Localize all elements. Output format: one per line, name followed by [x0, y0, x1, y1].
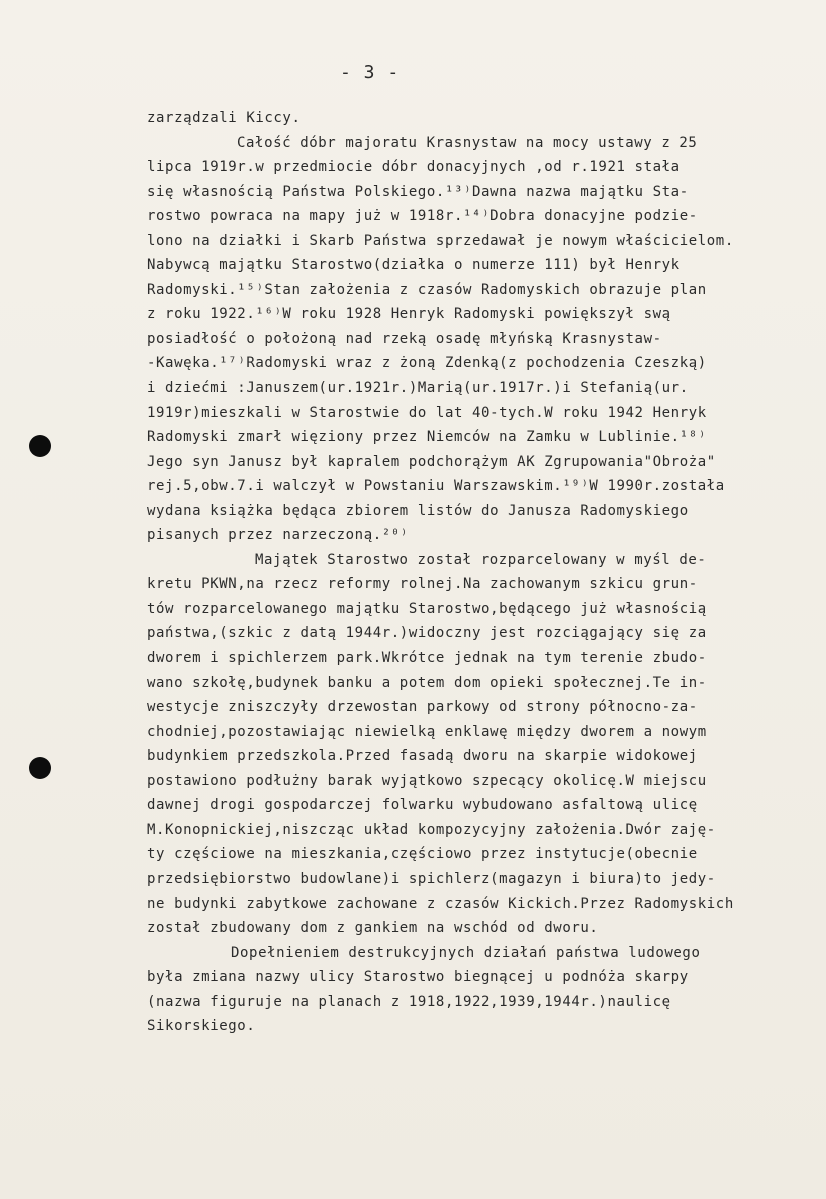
punch-hole	[29, 757, 51, 779]
text-line: i dziećmi :Januszem(ur.1921r.)Marią(ur.1917r.)i Stefanią(ur.	[147, 380, 689, 397]
text-line: Radomyski zmarł więziony przez Niemców na Zamku w Lublinie.¹⁸⁾	[147, 429, 707, 446]
text-line: wydana książka będąca zbiorem listów do Janusza Radomyskiego	[147, 502, 689, 519]
text-line: wano szkołę,budynek banku a potem dom opieki społecznej.Te in-	[147, 674, 707, 691]
text-line: lipca 1919r.w przedmiocie dóbr donacyjnych ,od r.1921 stała	[147, 159, 680, 176]
text-line: Jego syn Janusz był kapralem podchorążym AK Zgrupowania"Obroża"	[147, 453, 716, 470]
text-line: dawnej drogi gospodarczej folwarku wybudowano asfaltową ulicę	[147, 797, 698, 814]
text-line: była zmiana nazwy ulicy Starostwo biegnącej u podnóża skarpy	[147, 969, 689, 986]
text-line: rej.5,obw.7.i walczył w Powstaniu Warszawskim.¹⁹⁾W 1990r.została	[147, 478, 725, 495]
text-line: Sikorskiego.	[147, 1018, 256, 1035]
text-line: pisanych przez narzeczoną.²⁰⁾	[147, 527, 409, 544]
text-line: Majątek Starostwo został rozparcelowany w myśl de-	[255, 551, 707, 568]
text-line: posiadłość o położoną nad rzeką osadę młyńską Krasnystaw-	[147, 330, 662, 347]
text-line: ty częściowe na mieszkania,częściowo przez instytucje(obecnie	[147, 846, 698, 863]
text-line: rostwo powraca na mapy już w 1918r.¹⁴⁾Dobra donacyjne podzie-	[147, 208, 698, 225]
text-line: tów rozparcelowanego majątku Starostwo,będącego już własnością	[147, 600, 707, 617]
text-line: dworem i spichlerzem park.Wkrótce jednak na tym terenie zbudo-	[147, 650, 707, 667]
text-line: kretu PKWN,na rzecz reformy rolnej.Na zachowanym szkicu grun-	[147, 576, 698, 593]
text-line: M.Konopnickiej,niszcząc układ kompozycyjny założenia.Dwór zaję-	[147, 821, 716, 838]
text-line: Całość dóbr majoratu Krasnystaw na mocy ustawy z 25	[237, 134, 698, 151]
body-text	[147, 106, 826, 1039]
punch-hole	[29, 435, 51, 457]
text-line: budynkiem przedszkola.Przed fasadą dworu na skarpie widokowej	[147, 748, 698, 765]
text-line: Radomyski.¹⁵⁾Stan założenia z czasów Radomyskich obrazuje plan	[147, 281, 707, 298]
text-line: -Kawęka.¹⁷⁾Radomyski wraz z żoną Zdenką(z pochodzenia Czeszką)	[147, 355, 707, 372]
text-line: się własnością Państwa Polskiego.¹³⁾Dawna nazwa majątku Sta-	[147, 183, 689, 200]
text-line: Dopełnieniem destrukcyjnych działań państwa ludowego	[231, 944, 701, 961]
text-line: lono na działki i Skarb Państwa sprzedawał je nowym właścicielom.	[147, 232, 734, 249]
page-number: - 3 -	[340, 62, 400, 83]
text-line: (nazwa figuruje na planach z 1918,1922,1939,1944r.)naulicę	[147, 993, 671, 1010]
text-line: państwa,(szkic z datą 1944r.)widoczny jest rozciągający się za	[147, 625, 707, 642]
text-line: westycje zniszczyły drzewostan parkowy od strony północno-za-	[147, 699, 698, 716]
text-line: zarządzali Kiccy.	[147, 110, 301, 126]
text-line: Nabywcą majątku Starostwo(działka o numerze 111) był Henryk	[147, 257, 680, 274]
text-line: z roku 1922.¹⁶⁾W roku 1928 Henryk Radomyski powiększył swą	[147, 306, 671, 323]
text-line: postawiono podłużny barak wyjątkowo szpecący okolicę.W miejscu	[147, 772, 707, 789]
text-line: 1919r)mieszkali w Starostwie do lat 40-tych.W roku 1942 Henryk	[147, 404, 707, 421]
text-line: ne budynki zabytkowe zachowane z czasów Kickich.Przez Radomyskich	[147, 895, 734, 912]
text-line: przedsiębiorstwo budowlane)i spichlerz(magazyn i biura)to jedy-	[147, 870, 716, 887]
text-line: został zbudowany dom z gankiem na wschód od dworu.	[147, 920, 599, 937]
text-line: chodniej,pozostawiając niewielką enklawę między dworem a nowym	[147, 723, 707, 740]
